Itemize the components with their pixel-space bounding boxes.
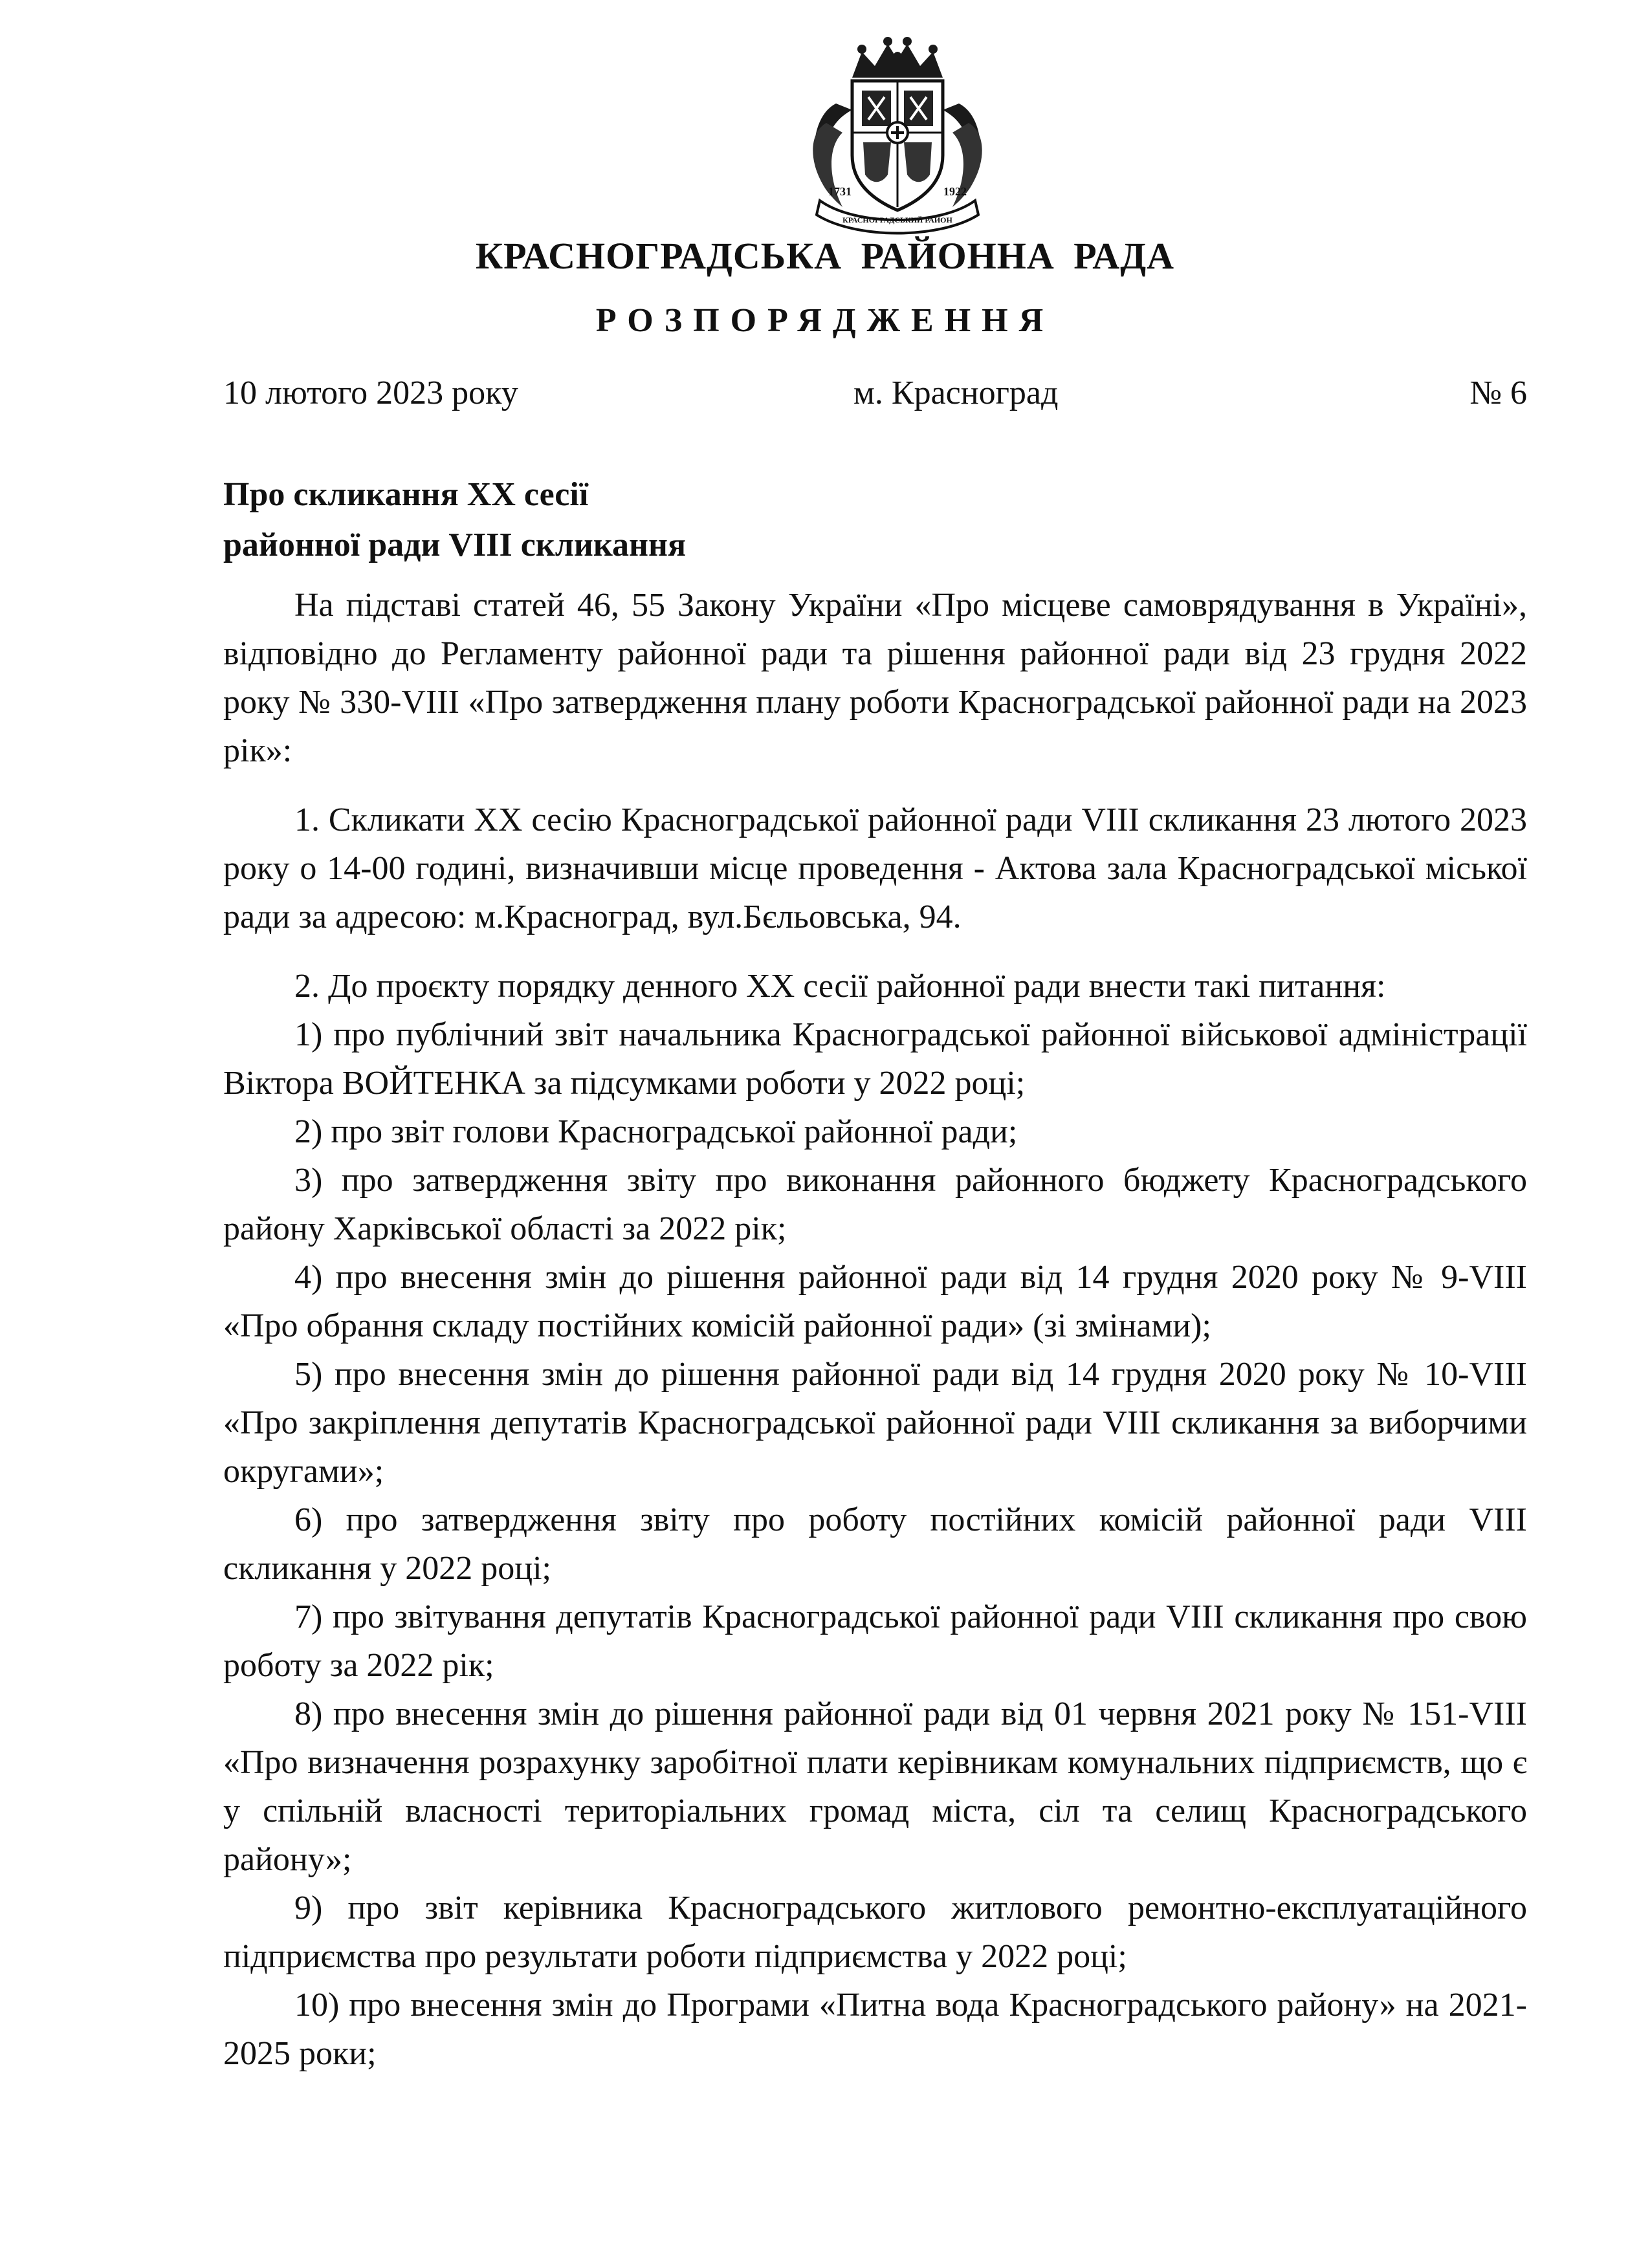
point-2-paragraph: 2. До проєкту порядку денного XX сесії районної ради внести такі питання: bbox=[294, 968, 1386, 1005]
agenda-item: 7) про звітування депутатів Красноградської районної ради VIII скликання про свою роботу за 2022 рік; bbox=[223, 1598, 1527, 1684]
agenda-item: 2) про звіт голови Красноградської районної ради; bbox=[294, 1113, 1018, 1150]
agenda-item: 1) про публічний звіт начальника Красноградської районної військової адміністрації Віктора ВОЙТЕНКА за підсумками роботи у 2022 році; bbox=[223, 1016, 1527, 1102]
agenda-item: 4) про внесення змін до рішення районної ради від 14 грудня 2020 року № 9-VIII «Про обрання складу постійних комісій районної ради» (зі змінами); bbox=[223, 1259, 1527, 1344]
agenda-item: 9) про звіт керівника Красноградського житлового ремонтно-експлуатаційного підприємства про результати роботи підприємства у 2022 році; bbox=[223, 1890, 1527, 1975]
emblem-ribbon-text: КРАСНОГРАДСЬКИЙ РАЙОН bbox=[842, 215, 952, 224]
document-body bbox=[223, 581, 1527, 2078]
preamble-paragraph: На підставі статей 46, 55 Закону України «Про місцеве самоврядування в Україні», відповідно до Регламенту районної ради та рішення районної ради від 23 грудня 2022 року № 330-VIII «Про затвердження плану роботи Красноградської районної ради на 2023 рік»: bbox=[223, 587, 1527, 769]
document-subject bbox=[223, 470, 1129, 571]
agenda-item: 8) про внесення змін до рішення районної ради від 01 червня 2021 року № 151-VIII «Про визначення розрахунку заробітної плати керівникам комунальних підприємств, що є у спільній власності територіальних громад міста, сіл та селищ Красноградського району»; bbox=[223, 1696, 1527, 1878]
point-1-paragraph: 1. Скликати XX сесію Красноградської районної ради VIII скликання 23 лютого 2023 року о 14-00 годині, визначивши місце проведення - Актова зала Красноградської міської ради за адресою: м.Красноград, вул.Бєльовська, 94. bbox=[223, 801, 1527, 935]
subject-line: Про скликання XX сесії bbox=[223, 476, 589, 513]
document-date: 10 лютого 2023 року bbox=[223, 375, 518, 411]
subject-line: районної ради VIII скликання bbox=[223, 527, 687, 563]
document-place: м. Красноград bbox=[853, 375, 1059, 411]
agenda-item: 5) про внесення змін до рішення районної ради від 14 грудня 2020 року № 10-VIII «Про закріплення депутатів Красноградської районної ради VIII скликання за виборчими округами»; bbox=[223, 1356, 1527, 1490]
council-name: КРАСНОГРАДСЬКА РАЙОННА РАДА bbox=[476, 235, 1174, 277]
document-number: № 6 bbox=[1469, 375, 1527, 411]
document-type: РОЗПОРЯДЖЕННЯ bbox=[595, 302, 1055, 339]
agenda-item: 3) про затвердження звіту про виконання районного бюджету Красноградського району Харківської області за 2022 рік; bbox=[223, 1162, 1527, 1247]
emblem-year-left: 1731 bbox=[828, 185, 852, 198]
agenda-item: 10) про внесення змін до Програми «Питна вода Красноградського району» на 2021-2025 роки; bbox=[223, 1987, 1527, 2072]
coat-of-arms-emblem bbox=[791, 26, 1004, 239]
emblem-year-right: 1922 bbox=[943, 185, 967, 198]
agenda-item: 6) про затвердження звіту про роботу постійних комісій районної ради VIII скликання у 2022 році; bbox=[223, 1501, 1527, 1587]
document-meta-row bbox=[223, 374, 1527, 419]
